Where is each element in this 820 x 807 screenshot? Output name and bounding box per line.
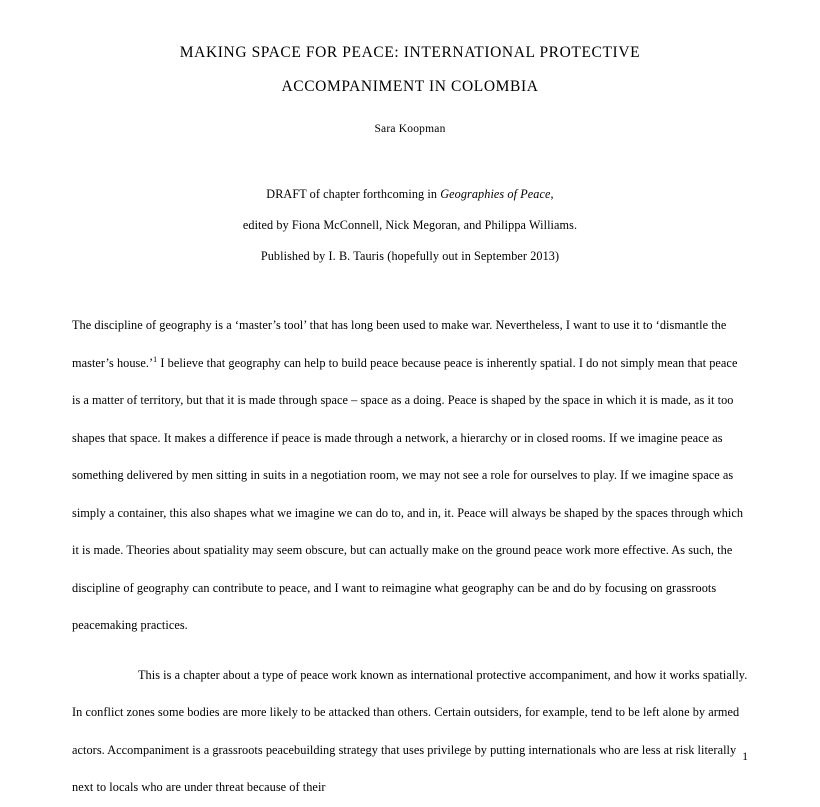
paragraph-1 [72, 307, 748, 645]
draft-suffix: , [550, 187, 554, 201]
publication-info [72, 179, 748, 272]
paragraph-1-text-a: The discipline of geography is a ‘master’s tool’ that has long been used to make war. Nevertheless, I want to use it to ‘dismantle the master’s house.’ [72, 318, 727, 370]
page-number: 1 [742, 751, 748, 763]
paragraph-2-text: This is a chapter about a type of peace work known as international protective accompaniment, and how it works spatially. In conflict zones some bodies are more likely to be attacked than others. Certain outsiders, for example, tend to be left alone by armed actors. Accompaniment is a grassroots peacebuilding strategy that uses privilege by putting internationals who are less at risk literally next to locals who are under threat because of their [72, 667, 748, 795]
book-title: Geographies of Peace [440, 187, 551, 201]
document-body [72, 307, 748, 807]
publication-line-2: edited by Fiona McConnell, Nick Megoran, and Philippa Williams. [242, 218, 578, 232]
draft-prefix: DRAFT of chapter forthcoming in [266, 187, 441, 201]
footnote-marker-1[interactable]: 1 [153, 354, 158, 364]
publication-line-3: Published by I. B. Tauris (hopefully out in September 2013) [260, 249, 560, 263]
title-line-1: MAKING SPACE FOR PEACE: INTERNATIONAL PROTECTIVE [179, 44, 641, 61]
publication-line-1 [72, 179, 748, 210]
paragraph-2 [72, 657, 748, 807]
title-line-2: ACCOMPANIMENT IN COLOMBIA [281, 78, 539, 95]
paragraph-1-text-b: I believe that geography can help to build peace because peace is inherently spatial. I do not simply mean that peace is a matter of territory, but that it is made through space – space as a doing. Peace is shaped by the space in which it is made, as it too shapes that space. It makes a difference if peace is made through a network, a hierarchy or in closed rooms. If we imagine peace as something delivered by men sitting in suits in a negotiation room, we may not see a role for ourselves to play. If we imagine space as simply a container, this also shapes what we imagine we can do to, and in, it. Peace will always be shaped by the spaces through which it is made. Theories about spatiality may seem obscure, but can actually make on the ground peace work more effective. As such, the discipline of geography can contribute to peace, and I want to reimagine what geography can be and do by focusing on grassroots peacemaking practices. [72, 355, 744, 632]
author-name: Sara Koopman [374, 123, 446, 135]
document-title [72, 36, 748, 104]
